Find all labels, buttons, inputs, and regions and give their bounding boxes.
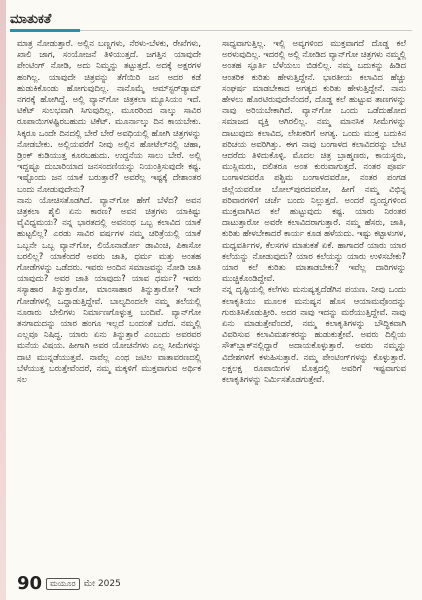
magazine-logo: ಮಯೂರ bbox=[46, 578, 80, 590]
page-number: 90 bbox=[17, 573, 43, 594]
paragraph: ನನ್ನ ದೃಷ್ಟಿಯಲ್ಲಿ ಕಲೆಗಳು ಮನುಷ್ಯತ್ವದೆಡೆಗಿನ ಪಯಣ. ನೀವು ಒಂದು ಕಲಾಕೃತಿಯು ಮೂಲಕ ಮನುಷ್ಯನ ಹೊಸ ಆಯಾಮವೊಂದನ್ನು ಗುರುತಿಸಿಕೊಡುತ್ತೀರಿ. ಅದರ ನಾವು ಇದನ್ನು ಮರೆಯುತ್ತಿದ್ದೇವೆ. ನಾವು ಏನು ಮಾಡುತ್ತೇವೆಂದರೆ, ನಮ್ಮ ಕಲಾಕೃತಿಗಳನ್ನು ಬೌದ್ಧಿಕವಾಗಿ ವಿವರಿಸುವ ಕಲಾವಿಮರ್ಶಕರನ್ನು ಹುಡುಕುತ್ತೇವೆ. ಅವರು ದಿಲ್ಲಿಯ ಸೌತ್‌ಬ್ಲಾಕ್‌ನಲ್ಲಿದ್ದಾರೆ ಅದಾಯಕೊಳ್ಳುತ್ತಾರೆ. ಅವರು ನಮ್ಮನ್ನು ವಿದೇಶಗಳಿಗೆ ಕಳುಹಿಸುತ್ತಾರೆ. ನಮ್ಮ ಪೇಂಟಿಂಗ್‌ಗಳನ್ನು ಕೊಳ್ಳುತ್ತಾರೆ. ಲಕ್ಷಲಕ್ಷ ರೂಪಾಯಿಗಳ ಮೊತ್ತದಲ್ಲಿ ಅವರಿಗೆ ಇಷ್ಟವಾಗುವ ಕಲಾಕೃತಿಗಳನ್ನು ನಿರ್ಮಿಸತೊಡಗುತ್ತೇವೆ. bbox=[222, 284, 406, 385]
section-title: ಮಾತುಕತೆ bbox=[10, 12, 52, 27]
header-accent-bar bbox=[10, 29, 80, 32]
issue-date: ಮೇ 2025 bbox=[83, 578, 121, 589]
paragraph: ನಾನು ಯೋಚಿಸತೊಡಗಿದೆ. ವ್ಯಾನ್‌ಗೋ ಹೇಗೆ ಬೆಳೆದ? ಅವನ ಚಿತ್ರಕಲಾ ಶೈಲಿ ಏನು ಕಾರಣ? ಅವನ ಚಿತ್ರಗಳು ಯಾಕಿಷ್ಟು ವೈವಿಧ್ಯಮಯ? ನನ್ನ ಭಾರತದಲ್ಲಿ ಅವನಂಥ ಒಬ್ಬ ಕಲಾವಿದ ಯಾಕೆ ಹುಟ್ಟಲಿಲ್ಲ? ಎರಡು ಸಾವಿರ ವರ್ಷಗಳ ನಮ್ಮ ಚರಿತ್ರೆಯಲ್ಲಿ ಯಾಕೆ ಒಬ್ಬನೇ ಒಬ್ಬ ವ್ಯಾನ್‌ಗೋ, ಲಿಯೊನಾರ್ಡೋ ಡಾವಿಂಚಿ, ಪಿಕಾಸೋ ಬರಲಿಲ್ಲ? ಯಾಕೆಂದರೆ ಅವರು ಜಾತಿ, ಧರ್ಮ ಮತ್ತು ಅಂತಹ ಗೋಡೆಗಳನ್ನು ಒಡೆದರು. ಇವರು ಅಂದಿನ ಸಮಾಜವನ್ನು ನೋಡಿ ಜಾತಿ ಯಾವುದು? ಅವರ ಜಾತಿ ಯಾವುದು? ಯಾವ ಧರ್ಮ? ಇವರು ಸಸ್ಯಾಹಾರ ತಿನ್ನುತ್ತಾರೋ, ಮಾಂಸಾಹಾರ ತಿನ್ನುತ್ತಾರೋ? ಇದೇ ಗೋಡೆಗಳಲ್ಲಿ ಒದ್ದಾಡುತ್ತಿದ್ದೇವೆ. ಬಾಲ್ಯದಿಂದಲೇ ನಮ್ಮ ತಲೆಯಲ್ಲಿ ನೂರಾರು ಬೇಲಿಗಳು ನಿರ್ಮಾಣಗೊಳ್ಳುತ್ತ ಬಂದಿವೆ. ವ್ಯಾನ್‌ಗೋ ತನಗಾದುದನ್ನು ಯಾರ ಹಂಗೂ ಇಲ್ಲದೆ ಬಂದಂತೆ ಬರೆದ. ನಮ್ಮಲ್ಲಿ ಎಲ್ಲವೂ ನಿಷಿದ್ಧ. ಯಾರು ಏನು ತಿನ್ನುತ್ತಾರೆ ಎಂಬುದು ಅವರವರ ಮನೆಯ ವಿಷಯ. ಹೀಗಾಗಿ ಅವರ ಯೋಚನೆಗಳು ಎಲ್ಲ ಸೀಮೆಗಳನ್ನು ದಾಟಿ ಮುನ್ನಡೆಯುತ್ತವೆ. ನಾವೆಲ್ಲ ಎಂಥ ಜಟಿಲ ವಾತಾವರಣದಲ್ಲಿ ಬೆಳೆಯುತ್ತ ಬರುತ್ತೇವೆಂದರೆ, ನಮ್ಮ ಮಕ್ಕಳಿಗೆ ಮುಕ್ತವಾಗುವ ಅರ್ಥಿಕ ಸಲ bbox=[17, 194, 201, 385]
left-column bbox=[17, 38, 201, 385]
paragraph: ಸಾಧ್ಯವಾಗುತ್ತಿಲ್ಲ. ಇಲ್ಲಿ ಅವ್ಯಗಳಿಂದ ಮುಕ್ತವಾಗದೆ ದೊಡ್ಡ ಕಲೆ ಅರಳುವುದಿಲ್ಲ. ಇದರಲ್ಲಿ ಅಲ್ಲಿ ನೋಡಿದ ವ್ಯಾನ್‌ಗೋ ಚಿತ್ರಗಳು ನಮ್ಮಲ್ಲಿ ಅಂತಹ ಸ್ಫೂರ್ತಿ ಬೆಳೆಯಲು ಬಿಡಲಿಲ್ಲ. ನಮ್ಮ ಬದುಕನ್ನು ಹಿಡಿದ ಆಂತರಿಕ ಕುರಿತು ಹೇಳುತ್ತಿದ್ದೇನೆ. ಭಾರತೀಯ ಕಲಾವಿದ ಹೆಚ್ಚು ಸಂಘರ್ಷ ಮಾಡಬೇಕಾದ ಅಗತ್ಯದ ಕುರಿತು ಹೇಳುತ್ತಿದ್ದೇನೆ. ನಾನು ಹೇಳಲು ಹೊರಟಿರುವುದೇನೆಂದರೆ, ದೊಡ್ಡ ಕಲೆ ಹುಟ್ಟುವ ತಾಣಗಳನ್ನು ನಾವು ಅರಿಯಬೇಕಾಗಿದೆ. ವ್ಯಾನ್‌ಗೋ ಒಂದು ಒಡೆದುಹೋದ ಸಮಾಜದ ವ್ಯಕ್ತಿ ಆಗಿರಲಿಲ್ಲ. ನಮ್ಮ ಮಾನಸಿಕ ಸೀಮೆಗಳನ್ನು ದಾಟುವುದು ಕಲಾವಿದ, ಲೇಖಕರಿಗೆ ಅಗತ್ಯ. ಒಂದು ಮುಕ್ತ ಬದುಕಿನ ಪರಿಚಯ ಅವರಿಗಿತ್ತು. ಈಗ ನಾವು ಬಂಗಾಳದ ಕಲಾವಿದರನ್ನು ಬೇಟಿ ಆದರೆದು ತಿಳಿದುಕೊಳ್ಳಿ. ಮೊದಲ ಚಿತ್ರ ಬ್ರಾಹ್ಮಣರು, ಕಾಯಸ್ಥರು, ಮುಸ್ಲಿಮರು, ದಲಿತರೂ ಅಂತ ಕುರುವಾಗುತ್ತದೆ. ನಂತರ ಪೂರ್ವ ಬಂಗಾಳದವರೊ ಪಶ್ಚಿಮ ಬಂಗಾಳದವರೋ, ನಂತರ ಪಂಗಡ ಜಿಲ್ಲೆಯವರೋ ಬೋಲ್‌ಪುರದವರೋ, ಹೀಗೆ ನಮ್ಮ ವಿಭಿನ್ನ ಪರಿವಾರಗಳಿಗೆ ಚರ್ಚೆ ಬಂದು ನಿಲ್ಲುತ್ತದೆ. ಅಂದರೆ ದ್ವಂದ್ವಗಳಿಂದ ಮುಕ್ತವಾಗಿಸಿದ ಕಲೆ ಹುಟ್ಟುವುದು ಕಷ್ಟ. ಯಾರು ನಿರಂತರ ದಾಟುತ್ತಾರೋ ಅವರೇ ಕಲಾವಿದರಾಗುತ್ತಾರೆ. ನಮ್ಮ ಹೆಸರು, ಜಾತಿ, ಕುರಿತು ಹೇಳಬೇಕಾದರೆ ಕಾರ್ಯ ಕೂಡ ಹಳೆಯದು. ಇಷ್ಟು ಕಟ್ಟಾಳುಗಳ, ಮಧ್ಯವರ್ತಿಗಳ, ಕೆಲಸಗಳ ಮಾತುಕತೆ ಏಕೆ. ಹಾಗಾದರೆ ಯಾರು ಯಾರ ಕಲೆಯನ್ನು ನೋಡುವುದು? ಯಾರ ಕಲೆಯನ್ನು ಯಾರು ಉಳಿಸಬೇಕು? ಯಾರ ಕಲೆ ಕುರಿತು ಮಾತಾಡಬೇಕು? ಇವೆಲ್ಲ ದಾರಿಗಳನ್ನು ಮುಚ್ಚಿಕೊಂಡಿದ್ದೇವೆ. bbox=[222, 38, 406, 284]
page-footer bbox=[17, 573, 121, 594]
section-header bbox=[10, 6, 412, 32]
paragraph: ಮಾತ್ರ ನೋಡುತ್ತಾರೆ. ಅಲ್ಲಿನ ಬಣ್ಣಗಳು, ನೆರಳು-ಬೆಳಕು, ರೇಖೆಗಳು, ಖಾಲಿ ಜಾಗ, ಸಂಯೋಜನೆ ತಿಳಿಯುತ್ತದೆ. ಜಗತ್ತಿನ ಯಾವುದೇ ಪೇಂಟಿಂಗ್ ನೋಡಿ, ಅದು ನಿಮ್ಮನ್ನು ತಟ್ಟುತ್ತದೆ. ಅದಕ್ಕೆ ಅಕ್ಷರಗಳ ಹಂಗಿಲ್ಲ. ಯಾವುದೇ ಚಿತ್ರವನ್ನು ತೆಗೆಯಿರಿ ಜನ ಅದರ ಕಡೆ ಹುಡುಕಿಕೊಂಡು ಹೋಗುವುದಿಲ್ಲ. ನಾನೊಮ್ಮೆ ಆಮ್‌ಸ್ಟರ್‌ಡ್ಯಾಮ್ ನಗರಕ್ಕೆ ಹೋಗಿದ್ದೆ. ಅಲ್ಲಿ ವ್ಯಾನ್‌ಗೋ ಚಿತ್ರಕಲಾ ಮ್ಯೂಸಿಯಂ ಇದೆ. ಟಿಕೆಟ್ ಸುಲಭವಾಗಿ ಸಿಗುವುದಿಲ್ಲ. ಮೂರರಿಂದ ನಾಲ್ಕು ಸಾವಿರ ರೂಪಾಯಿಗಳಷ್ಟಿರಬಹುದು ಟಿಕೆಟ್. ಮೂರ್ನಾಲ್ಕು ದಿನ ಕಾಯಬೇಕು. ಸಿಕ್ಕರೂ ಒಂದೇ ದಿನದಲ್ಲಿ ಬೇರೆ ಬೇರೆ ಅವಧಿಯಲ್ಲಿ ಹೋಗಿ ಚಿತ್ರಗಳನ್ನು ನೋಡಬೇಕು. ಅಲ್ಲಿಯವರೆಗೆ ನೀವು ಅಲ್ಲಿನ ಹೋಟೆಲ್‌ನಲ್ಲಿ ಚಹಾ, ಡ್ರಿಂಕ್ ಕುಡಿಯುತ್ತ ಕೂರಬಹುದು. ಉದ್ದನೆಯ ಸಾಲು ಬೇರೆ. ಅಲ್ಲಿ ಇದ್ದಷ್ಟೂ ದುಬಾರಿಯಾದ ಜನಸಂದಣಿಯನ್ನು ನಿಯಂತ್ರಿಸುವುದೇ ಕಷ್ಟ. ಇಷ್ಟೊಂದು ಜನ ಯಾಕೆ ಬರುತ್ತಾರೆ? ಅವರೆಲ್ಲ ಇಷ್ಟಕ್ಕೆ ದೇಶಾಂತರ ಬಂದು ನೋಡುವುದೇನು? bbox=[17, 38, 201, 194]
right-column bbox=[222, 38, 406, 385]
page-edge-decoration bbox=[0, 0, 6, 600]
